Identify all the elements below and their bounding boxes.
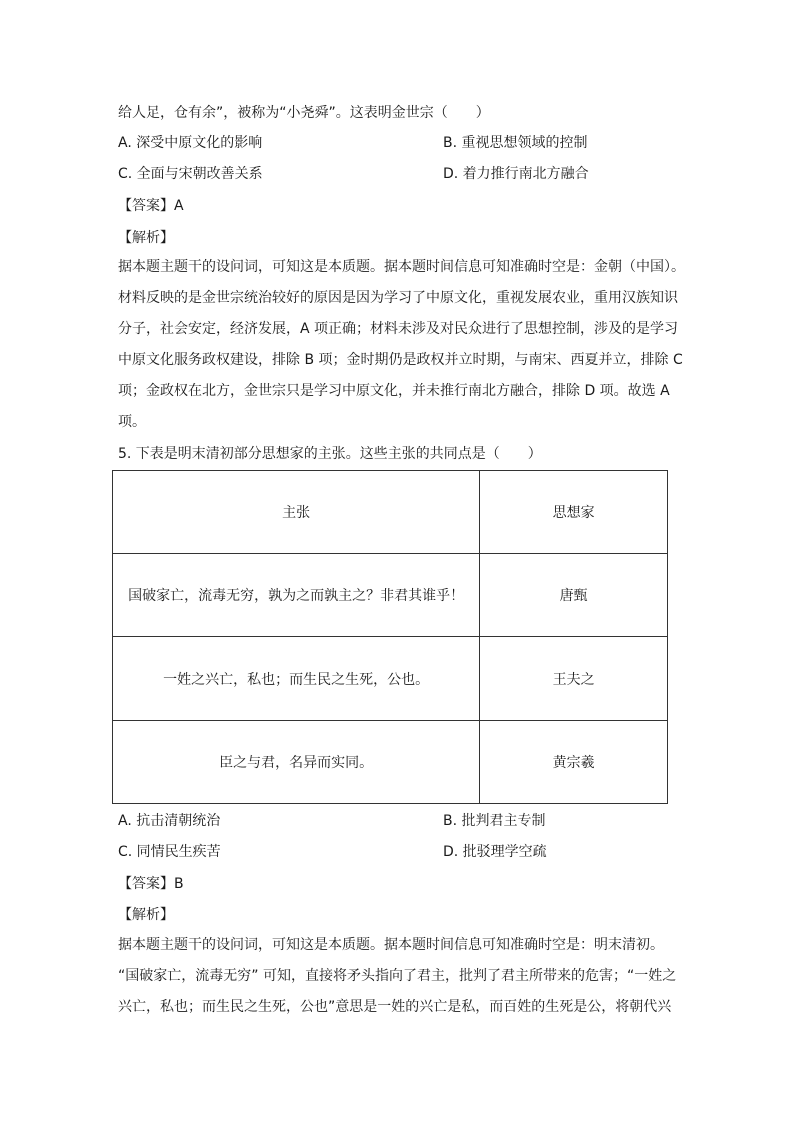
analysis-line: 分子，社会安定，经济发展，A 项正确；材料未涉及对民众进行了思想控制，涉及的是学习 [118, 321, 679, 337]
q5-analysis [118, 935, 678, 1017]
table-row [113, 721, 668, 804]
table-cell-claim: 国破家亡，流毒无穷，孰为之而孰主之？非君其谁乎！ [113, 554, 480, 637]
analysis-line: 据本题主题干的设问词，可知这是本质题。据本题时间信息可知准确时空是：明末清初。 [118, 937, 664, 953]
q4-analysis [118, 257, 685, 432]
analysis-line: “国破家亡，流毒无穷” 可知，直接将矛头指向了君主，批判了君主所带来的危害；“一姓之 [118, 968, 677, 984]
q5-option-a: A. 抗击清朝统治 [118, 813, 221, 829]
table-header-cell: 思想家 [480, 471, 668, 554]
analysis-line: 材料反映的是金世宗统治较好的原因是因为学习了中原文化，重视发展农业，重用汉族知识 [118, 290, 678, 306]
table-cell-thinker: 黄宗羲 [480, 721, 668, 804]
analysis-line: 项；金政权在北方，金世宗只是学习中原文化，并未推行南北方融合，排除 D 项。故选 A [118, 383, 670, 399]
q4-answer: 【答案】A [118, 198, 184, 214]
q5-stem: 5. 下表是明末清初部分思想家的主张。这些主张的共同点是（ ） [118, 446, 542, 462]
q4-option-b: B. 重视思想领域的控制 [443, 135, 588, 151]
table-cell-thinker: 唐甄 [480, 554, 668, 637]
q5-option-c: C. 同情民生疾苦 [118, 844, 221, 860]
q5-option-b: B. 批判君主专制 [443, 813, 546, 829]
q4-option-d: D. 着力推行南北方融合 [443, 166, 589, 182]
q5-option-d: D. 批驳理学空疏 [443, 844, 547, 860]
table-row [113, 637, 668, 721]
q4-option-c: C. 全面与宋朝改善关系 [118, 166, 263, 182]
thinkers-table [112, 470, 668, 804]
analysis-line: 中原文化服务政权建设，排除 B 项；金时期仍是政权并立时期，与南宋、西夏并立，排除 C [118, 352, 683, 368]
table-header-row [113, 471, 668, 554]
analysis-line: 项。 [118, 414, 146, 430]
table-cell-claim: 臣之与君，名异而实同。 [113, 721, 480, 804]
table-cell-claim: 一姓之兴亡，私也；而生民之生死，公也。 [113, 637, 480, 721]
question-stem-tail: 给人足，仓有余”，被称为“小尧舜”。这表明金世宗（ ） [118, 105, 490, 121]
table-header-cell: 主张 [113, 471, 480, 554]
q4-analysis-label: 【解析】 [118, 230, 174, 246]
q5-answer: 【答案】B [118, 876, 184, 892]
table-cell-thinker: 王夫之 [480, 637, 668, 721]
table-row [113, 554, 668, 637]
q5-analysis-label: 【解析】 [118, 907, 174, 923]
q4-option-a: A. 深受中原文化的影响 [118, 135, 263, 151]
analysis-line: 兴亡，私也；而生民之生死，公也”意思是一姓的兴亡是私，而百姓的生死是公，将朝代兴 [118, 999, 672, 1015]
analysis-line: 据本题主题干的设问词，可知这是本质题。据本题时间信息可知准确时空是：金朝（中国）。 [118, 259, 685, 275]
